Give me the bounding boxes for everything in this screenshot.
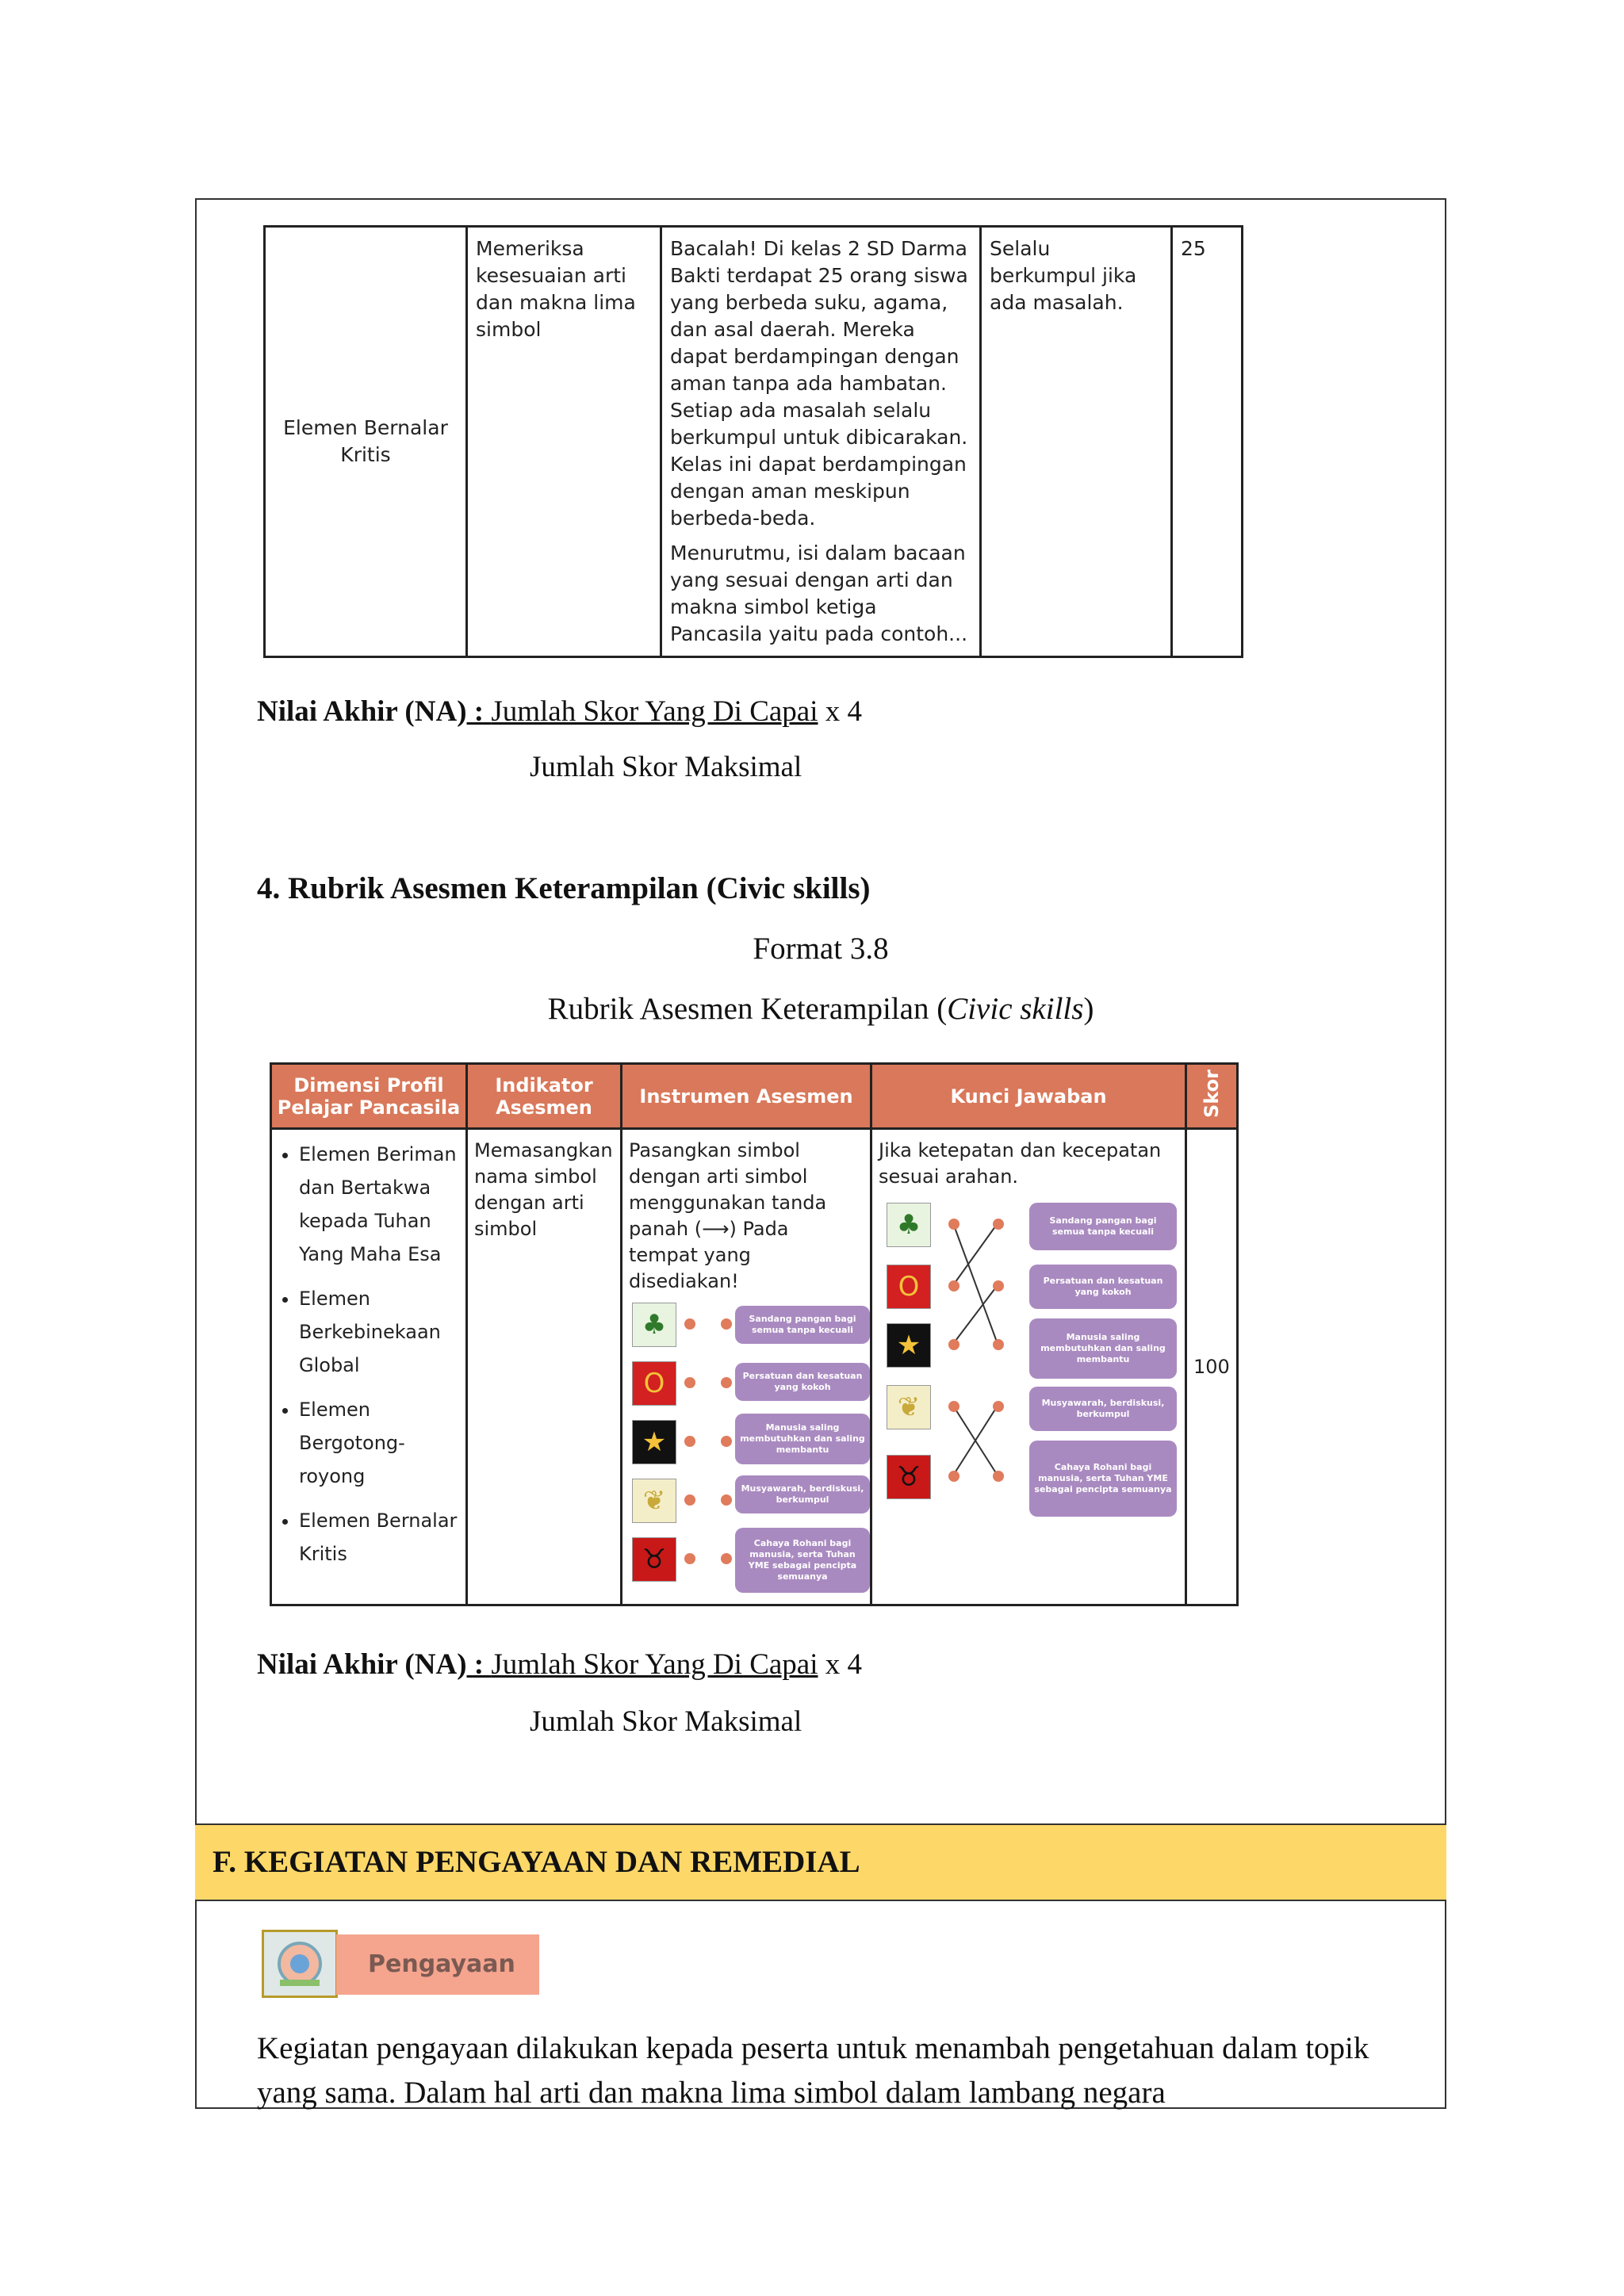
- meaning-pill: Sandang pangan bagi semua tanpa kecuali: [1029, 1203, 1177, 1250]
- kunci-cell: Selalu berkumpul jika ada masalah.: [981, 227, 1172, 657]
- pengayaan-paragraph: Kegiatan pengayaan dilakukan kepada peserta untuk menambah pengetahuan dalam topik yang sama. Dalam hal arti dan makna lima simbol dalam lambang negara: [257, 2031, 1369, 2110]
- dimensi-cell: [271, 1129, 467, 1605]
- connector-dot: [721, 1377, 732, 1388]
- connector-dot: [993, 1339, 1004, 1350]
- na-label: Nilai Akhir (NA): [257, 1648, 467, 1681]
- rubric-caption: [195, 991, 1446, 1027]
- nilai-akhir-formula-2: [257, 1647, 862, 1682]
- instrumen-cell-2: [622, 1129, 871, 1605]
- pengayaan-icon: [262, 1930, 338, 1998]
- kunci-text: Jika ketepatan dan kecepatan sesuai arahan.: [879, 1139, 1162, 1188]
- elemen-cell: Elemen Bernalar Kritis: [265, 227, 467, 657]
- instrumen-cell: [661, 227, 981, 657]
- connector-dot: [684, 1553, 695, 1564]
- answer-key-worksheet: [879, 1198, 1178, 1531]
- connector-dot: [993, 1280, 1004, 1292]
- header-kunci: Kunci Jawaban: [871, 1064, 1186, 1129]
- section-f-header: F. KEGIATAN PENGAYAAN DAN REMEDIAL: [195, 1823, 1446, 1901]
- connector-dot: [948, 1471, 959, 1482]
- kunci-cell-2: [871, 1129, 1186, 1605]
- chain-icon: O: [887, 1265, 931, 1309]
- indikator-cell: Memeriksa kesesuaian arti dan makna lima simbol: [467, 227, 661, 657]
- connector-dot: [684, 1318, 695, 1330]
- meaning-pill: Cahaya Rohani bagi manusia, serta Tuhan YME sebagai pencipta semuanya: [735, 1528, 870, 1593]
- meaning-pill: Sandang pangan bagi semua tanpa kecuali: [735, 1306, 870, 1344]
- connector-dot: [721, 1553, 732, 1564]
- dimensi-item: • Elemen Berkebinekaan Global: [299, 1282, 459, 1382]
- na-denominator-2: Jumlah Skor Maksimal: [530, 1705, 802, 1738]
- indikator-cell-2: Memasangkan nama simbol dengan arti simbol: [467, 1129, 622, 1605]
- rice-cotton-icon: ❦: [632, 1479, 676, 1523]
- format-label: Format 3.8: [753, 932, 889, 966]
- dimensi-item: • Elemen Beriman dan Bertakwa kepada Tuhan Yang Maha Esa: [299, 1138, 459, 1271]
- caption-suffix: ): [1083, 992, 1094, 1026]
- connector-dot: [993, 1219, 1004, 1230]
- star-icon: ★: [887, 1323, 931, 1368]
- connector-dot: [948, 1401, 959, 1412]
- banyan-tree-icon: ♣: [887, 1203, 931, 1247]
- caption-italic: Civic skills: [947, 992, 1084, 1026]
- na-numerator: Jumlah Skor Yang Di Capai: [491, 1648, 818, 1681]
- na-label: Nilai Akhir (NA): [257, 695, 467, 728]
- meaning-pill: Musyawarah, berdiskusi, berkumpul: [735, 1475, 870, 1513]
- connector-dot: [684, 1436, 695, 1447]
- instrumen-text: Pasangkan simbol dengan arti simbol menggunakan tanda panah (⟶) Pada tempat yang disediakan!: [629, 1139, 827, 1292]
- na-denominator-1: Jumlah Skor Maksimal: [530, 751, 802, 783]
- na-times: x 4: [818, 695, 862, 728]
- star-icon: ★: [632, 1420, 676, 1464]
- pengayaan-label: Pengayaan: [336, 1934, 539, 1995]
- skor-cell: 25: [1172, 227, 1243, 657]
- dimensi-list: [278, 1138, 459, 1571]
- header-indikator: Indikator Asesmen: [467, 1064, 622, 1129]
- connector-dot: [684, 1377, 695, 1388]
- header-instrumen: Instrumen Asesmen: [622, 1064, 871, 1129]
- assessment-table-1: [263, 225, 1243, 658]
- connector-dot: [684, 1494, 695, 1506]
- header-dimensi: Dimensi Profil Pelajar Pancasila: [271, 1064, 467, 1129]
- bull-head-icon: ♉: [632, 1537, 676, 1582]
- banyan-tree-icon: ♣: [632, 1303, 676, 1347]
- meaning-pill: Cahaya Rohani bagi manusia, serta Tuhan YME sebagai pencipta semuanya: [1029, 1441, 1177, 1517]
- connector-dot: [721, 1494, 732, 1506]
- meaning-pill: Manusia saling membutuhkan dan saling membantu: [1029, 1318, 1177, 1379]
- instrumen-paragraph-1: Bacalah! Di kelas 2 SD Darma Bakti terdapat 25 orang siswa yang berbeda suku, agama, dan asal daerah. Mereka dapat berdampingan dengan aman tanpa ada hambatan. Setiap ada masalah selalu berkumpul untuk dibicarakan. Kelas ini dapat berdampingan dengan aman meskipun berbeda-beda.: [670, 237, 968, 530]
- caption-prefix: Rubrik Asesmen Keterampilan (: [547, 992, 948, 1026]
- meaning-pill: Manusia saling membutuhkan dan saling membantu: [735, 1414, 870, 1464]
- connector-dot: [948, 1339, 959, 1350]
- bull-head-icon: ♉: [887, 1455, 931, 1499]
- connector-dot: [948, 1219, 959, 1230]
- rice-cotton-icon: ❦: [887, 1385, 931, 1429]
- dimensi-item: • Elemen Bergotong-royong: [299, 1393, 459, 1493]
- na-times: x 4: [818, 1648, 862, 1681]
- skor-cell-2: 100: [1186, 1129, 1238, 1605]
- chain-icon: O: [632, 1361, 676, 1406]
- dimensi-item: • Elemen Bernalar Kritis: [299, 1504, 459, 1571]
- meaning-pill: Persatuan dan kesatuan yang kokoh: [1029, 1265, 1177, 1309]
- connector-dot: [993, 1401, 1004, 1412]
- na-colon: :: [466, 695, 492, 728]
- connector-dot: [948, 1280, 959, 1292]
- skor-vertical-label: Skor: [1201, 1070, 1223, 1118]
- meaning-pill: Musyawarah, berdiskusi, berkumpul: [1029, 1387, 1177, 1431]
- instrumen-paragraph-2: Menurutmu, isi dalam bacaan yang sesuai dengan arti dan makna simbol ketiga Pancasila yaitu pada contoh...: [670, 541, 968, 645]
- connector-dot: [721, 1436, 732, 1447]
- rubric-table: [270, 1062, 1239, 1606]
- nilai-akhir-formula-1: [257, 695, 862, 729]
- connector-dot: [993, 1471, 1004, 1482]
- na-numerator: Jumlah Skor Yang Di Capai: [491, 695, 818, 728]
- meaning-pill: Persatuan dan kesatuan yang kokoh: [735, 1363, 870, 1401]
- connector-dot: [721, 1318, 732, 1330]
- na-colon: :: [466, 1648, 492, 1681]
- header-skor: [1186, 1064, 1238, 1129]
- matching-worksheet: [629, 1303, 864, 1596]
- section-4-title: 4. Rubrik Asesmen Keterampilan (Civic skills): [257, 871, 871, 905]
